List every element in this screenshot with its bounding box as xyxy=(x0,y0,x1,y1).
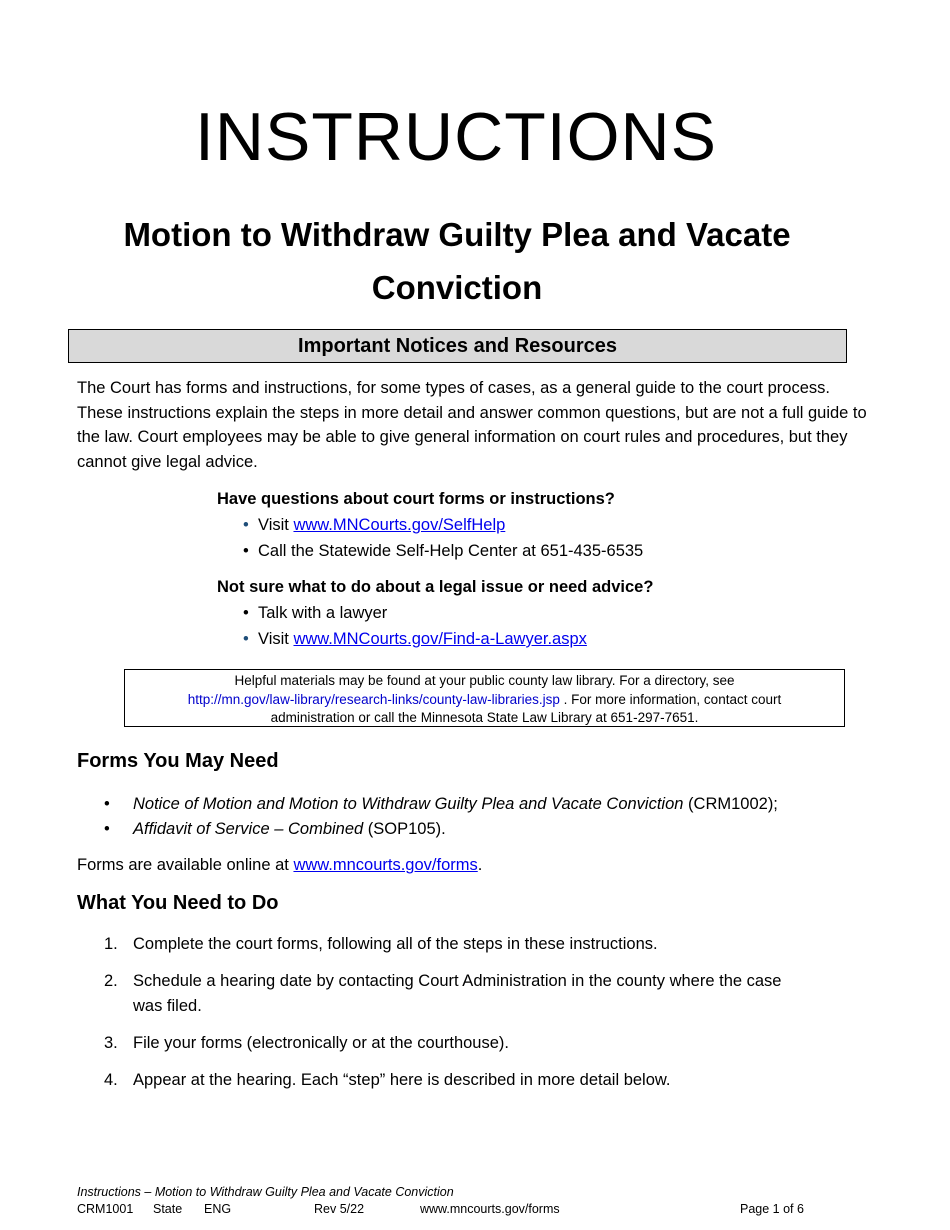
step-number: 2. xyxy=(104,972,118,990)
bullet-icon: • xyxy=(243,542,249,560)
form-title: Notice of Motion and Motion to Withdraw Guilty Plea and Vacate Conviction xyxy=(133,795,684,813)
form-language: ENG xyxy=(204,1202,232,1216)
list-item xyxy=(243,600,857,626)
advice-block xyxy=(217,574,857,652)
list-item xyxy=(243,626,857,652)
law-library-box xyxy=(124,669,845,727)
form-code: (CRM1002); xyxy=(683,795,778,813)
list-item xyxy=(104,1068,824,1093)
bullet-icon: • xyxy=(243,630,249,648)
document-title: INSTRUCTIONS xyxy=(195,99,717,175)
page-footer xyxy=(77,1184,877,1218)
list-item-text: Talk with a lawyer xyxy=(258,604,388,622)
questions-list xyxy=(217,512,857,564)
questions-heading: Have questions about court forms or instructions? xyxy=(217,490,615,508)
subtitle-line-2: Conviction xyxy=(371,269,543,306)
subtitle-line-1: Motion to Withdraw Guilty Plea and Vacate xyxy=(123,216,791,253)
step-number: 4. xyxy=(104,1071,118,1089)
library-line-2-suffix: . For more information, contact court xyxy=(559,691,782,707)
library-line-3: administration or call the Minnesota State Law Library at 651-297-7651. xyxy=(270,710,699,725)
list-item xyxy=(243,512,857,538)
forms-heading: Forms You May Need xyxy=(77,750,279,772)
list-item xyxy=(104,969,813,1019)
form-code: (SOP105). xyxy=(363,820,446,838)
step-text: Schedule a hearing date by contacting Court Administration in the county where the case was filed. xyxy=(133,972,782,1015)
list-item xyxy=(104,1031,824,1056)
availability-text: Forms are available online at xyxy=(77,856,294,874)
footer-title: Instructions – Motion to Withdraw Guilty Plea and Vacate Conviction xyxy=(77,1185,454,1199)
bullet-icon: • xyxy=(243,604,249,622)
list-item-text: Call the Statewide Self-Help Center at 651-435-6535 xyxy=(258,542,644,560)
list-item xyxy=(104,932,824,957)
bullet-icon: • xyxy=(243,516,249,534)
advice-list xyxy=(217,600,857,652)
page-number: Page 1 of 6 xyxy=(740,1202,804,1216)
step-text: Complete the court forms, following all of the steps in these instructions. xyxy=(133,935,658,953)
step-text: File your forms (electronically or at the courthouse). xyxy=(133,1034,509,1052)
footer-url[interactable]: www.mncourts.gov/forms xyxy=(420,1202,560,1216)
list-item xyxy=(104,792,864,817)
form-code: CRM1001 xyxy=(77,1202,134,1216)
find-lawyer-link[interactable]: www.MNCourts.gov/Find-a-Lawyer.aspx xyxy=(293,630,587,648)
bullet-icon: • xyxy=(104,820,110,838)
library-line-2 xyxy=(125,691,844,710)
steps-list xyxy=(104,932,824,1093)
advice-heading: Not sure what to do about a legal issue or need advice? xyxy=(217,578,654,596)
list-item-text: Visit xyxy=(258,516,294,534)
revision-date: Rev 5/22 xyxy=(314,1202,365,1216)
notices-header: Important Notices and Resources xyxy=(68,329,847,363)
questions-block xyxy=(217,486,857,564)
bullet-icon: • xyxy=(104,795,110,813)
list-item xyxy=(104,817,864,842)
forms-list xyxy=(104,792,864,842)
forms-availability xyxy=(77,856,482,875)
selfhelp-link[interactable]: www.MNCourts.gov/SelfHelp xyxy=(293,516,506,534)
library-line-1: Helpful materials may be found at your public county law library. For a directory, see xyxy=(234,673,735,688)
step-text: Appear at the hearing. Each “step” here is described in more detail below. xyxy=(133,1071,671,1089)
county-law-libraries-link[interactable]: http://mn.gov/law-library/research-links/county-law-libraries.jsp xyxy=(187,691,560,707)
todo-heading: What You Need to Do xyxy=(77,892,279,914)
list-item xyxy=(243,538,857,564)
step-number: 1. xyxy=(104,935,118,953)
availability-suffix: . xyxy=(477,856,483,874)
footer-row xyxy=(77,1201,877,1218)
intro-paragraph: The Court has forms and instructions, for some types of cases, as a general guide to the court process. These instructions explain the steps in more detail and answer common questions, but are not a full guide to the law. Court employees may be able to give general information on court rules and procedures, but they cannot give legal advice. xyxy=(77,379,867,472)
document-subtitle xyxy=(75,208,839,314)
form-scope: State xyxy=(153,1202,183,1216)
form-title: Affidavit of Service – Combined xyxy=(133,820,364,838)
list-item-text: Visit xyxy=(258,630,294,648)
forms-link[interactable]: www.mncourts.gov/forms xyxy=(293,856,478,874)
step-number: 3. xyxy=(104,1034,118,1052)
